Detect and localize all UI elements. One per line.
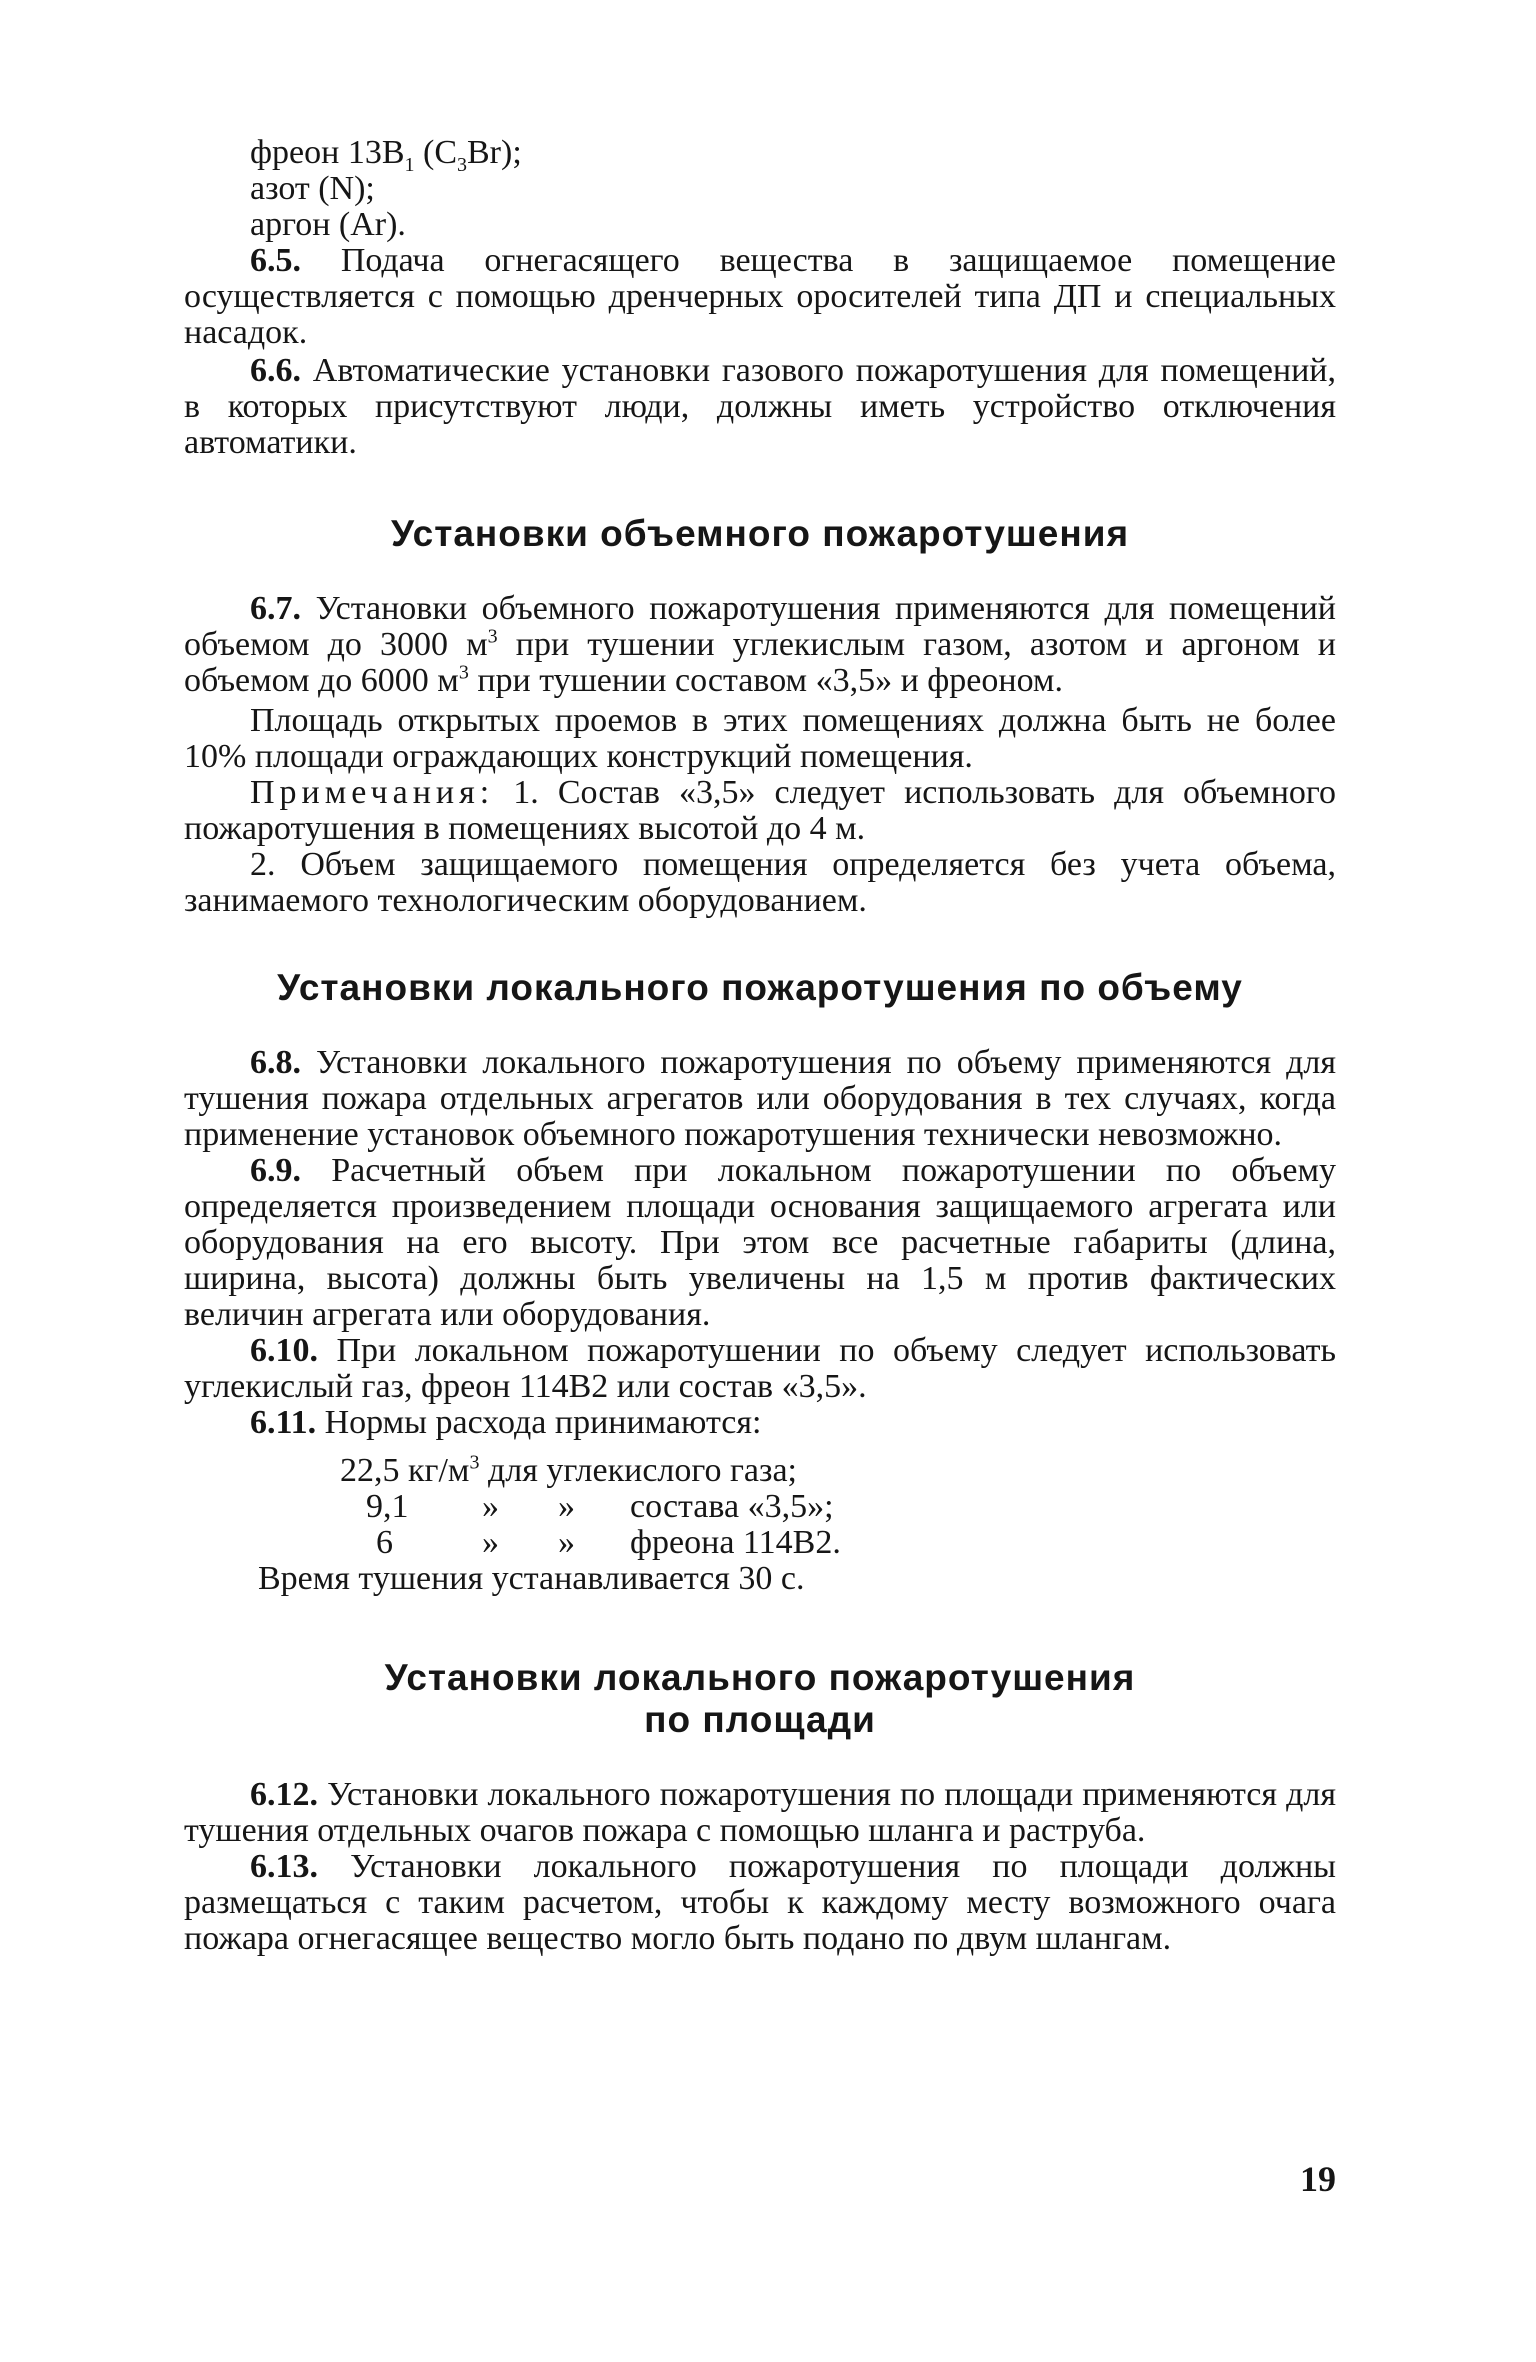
section-heading-local-volume: Установки локального пожаротушения по объему [277,967,1243,1008]
norm-row-3-5-text: состава «3,5»; [630,1488,834,1525]
section-heading-local-area-line2: по площади [644,1699,876,1740]
norm-row-freon-ditto-2: » [558,1524,575,1561]
gas-list-item-nitrogen: азот (N); [250,170,375,207]
consumption-norms-table [184,1453,1336,1561]
norm-row-3-5-ditto-1: » [482,1488,499,1525]
note-2: 2. Объем защищаемого помещения определяется без учета объема, занимаемого технологическим оборудованием. [184,846,1336,919]
paragraph-6-6: 6.6. Автоматические установки газового пожаротушения для помещений, в которых присутствуют люди, должны иметь устройство отключения автоматики. [184,352,1336,461]
paragraph-6-9: 6.9. Расчетный объем при локальном пожаротушении по объему определяется произведением площади основания защищаемого агрегата или оборудования на его высоту. При этом все расчетные габариты (длина, ширина, высота) должны быть увеличены на 1,5 м против фактических величин агрегата или оборудования. [184,1152,1336,1333]
norm-row-freon-ditto-1: » [482,1524,499,1561]
gas-list-item-argon: аргон (Ar). [250,206,406,243]
extinguishing-time: Время тушения устанавливается 30 с. [258,1560,805,1597]
norm-row-freon-value: 6 [376,1524,393,1561]
text-column [184,135,1336,1957]
paragraph-6-12: 6.12. Установки локального пожаротушения по площади применяются для тушения отдельных очагов пожара с помощью шланга и раструба. [184,1776,1336,1849]
paragraph-6-5: 6.5. Подача огнегасящего вещества в защищаемое помещение осуществляется с помощью дренчерных оросителей типа ДП и специальных насадок. [184,242,1336,351]
norm-row-3-5-ditto-2: » [558,1488,575,1525]
norm-row-freon-text: фреона 114В2. [630,1524,841,1561]
paragraph-6-11: 6.11. Нормы расхода принимаются: [250,1404,762,1441]
section-heading-local-area-line1: Установки локального пожаротушения [384,1657,1136,1698]
norm-row-3-5-value: 9,1 [366,1488,409,1525]
page-number: 19 [1300,2159,1336,2199]
note-1: Примечания: 1. Состав «3,5» следует использовать для объемного пожаротушения в помещениях высотой до 4 м. [184,774,1336,847]
paragraph-openings-area: Площадь открытых проемов в этих помещениях должна быть не более 10% площади ограждающих конструкций помещения. [184,702,1336,775]
paragraph-6-10: 6.10. При локальном пожаротушении по объему следует использовать углекислый газ, фреон 114В2 или состав «3,5». [184,1332,1336,1405]
gas-list-item-freon: фреон $13В_1$ $(C_3Br)$; [250,134,522,176]
paragraph-6-7: 6.7. Установки объемного пожаротушения применяются для помещений объемом до 3000 $м^3$ при тушении углекислым газом, азотом и аргоном и объемом до 6000 $м^3$ при тушении составом «3,5» и фреоном. [184,590,1337,699]
gas-list [250,135,1336,243]
norm-row-co2: 22,5 $кг/м^3$ для углекислого газа; [340,1451,797,1489]
section-heading-volumetric: Установки объемного пожаротушения [390,513,1130,554]
paragraph-6-8: 6.8. Установки локального пожаротушения по объему применяются для тушения пожара отдельных агрегатов или оборудования в тех случаях, когда применение установок объемного пожаротушения технически невозможно. [184,1044,1336,1153]
paragraph-6-13: 6.13. Установки локального пожаротушения по площади должны размещаться с таким расчетом, чтобы к каждому месту возможного очага пожара огнегасящее вещество могло быть подано по двум шлангам. [184,1848,1336,1957]
